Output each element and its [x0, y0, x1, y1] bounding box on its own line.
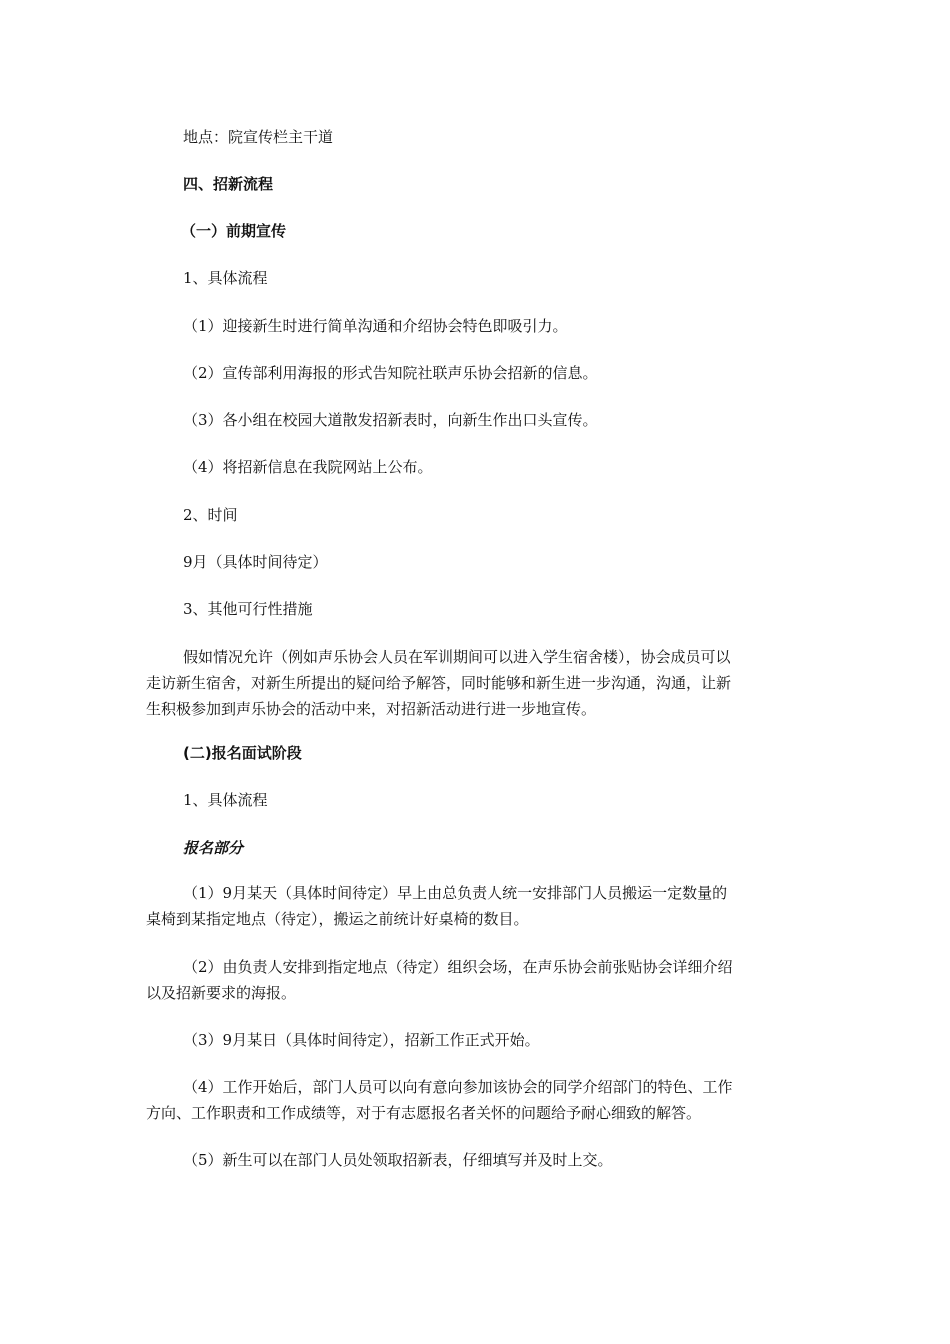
- paragraph-line: 假如情况允许（例如声乐协会人员在军训期间可以进入学生宿舍楼），协会成员可以: [183, 648, 731, 666]
- paragraph-line: （1）9月某天（具体时间待定）早上由总负责人统一安排部门人员搬运一定数量的: [183, 884, 728, 902]
- s2-part-title: 报名部分: [183, 839, 244, 857]
- s1-measures-paragraph: [146, 644, 806, 722]
- s2-step-5-paragraph: [146, 1147, 806, 1173]
- paragraph-line: 以及招新要求的海报。: [146, 984, 297, 1002]
- s2-item1-title: 1、具体流程: [183, 791, 268, 809]
- location-line: 地点：院宣传栏主干道: [183, 128, 334, 146]
- subsection-2-heading: (二)报名面试阶段: [183, 744, 302, 762]
- s1-step-1: （1）迎接新生时进行简单沟通和介绍协会特色即吸引力。: [183, 317, 568, 335]
- paragraph-line: 走访新生宿舍，对新生所提出的疑问给予解答，同时能够和新生进一步沟通，沟通，让新: [146, 674, 732, 692]
- paragraph-line: （2）由负责人安排到指定地点（待定）组织会场，在声乐协会前张贴协会详细介绍: [183, 958, 733, 976]
- paragraph-line: 方向、工作职责和工作成绩等，对于有志愿报名者关怀的问题给予耐心细致的解答。: [146, 1104, 702, 1122]
- s2-step-4-paragraph: [146, 1074, 806, 1126]
- paragraph-line: 生积极参加到声乐协会的活动中来，对招新活动进行进一步地宣传。: [146, 700, 597, 718]
- s1-time: 9月（具体时间待定）: [183, 553, 328, 571]
- s1-item3-title: 3、其他可行性措施: [183, 600, 313, 618]
- subsection-1-heading: （一）前期宣传: [181, 222, 287, 240]
- s1-step-2: （2）宣传部利用海报的形式告知院社联声乐协会招新的信息。: [183, 364, 598, 382]
- s1-step-4: （4）将招新信息在我院网站上公布。: [183, 458, 433, 476]
- paragraph-line: 桌椅到某指定地点（待定），搬运之前统计好桌椅的数目。: [146, 910, 529, 928]
- paragraph-line: （3）9月某日（具体时间待定），招新工作正式开始。: [183, 1031, 540, 1049]
- s2-step-2-paragraph: [146, 954, 806, 1006]
- paragraph-line: （4）工作开始后，部门人员可以向有意向参加该协会的同学介绍部门的特色、工作: [183, 1078, 733, 1096]
- paragraph-line: （5）新生可以在部门人员处领取招新表，仔细填写并及时上交。: [183, 1151, 613, 1169]
- section-4-heading: 四、招新流程: [183, 175, 274, 193]
- s1-item2-title: 2、时间: [183, 506, 238, 524]
- s1-item1-title: 1、具体流程: [183, 269, 268, 287]
- s2-step-1-paragraph: [146, 880, 806, 932]
- s2-step-3-paragraph: [146, 1027, 806, 1053]
- s1-step-3: （3）各小组在校园大道散发招新表时，向新生作出口头宣传。: [183, 411, 598, 429]
